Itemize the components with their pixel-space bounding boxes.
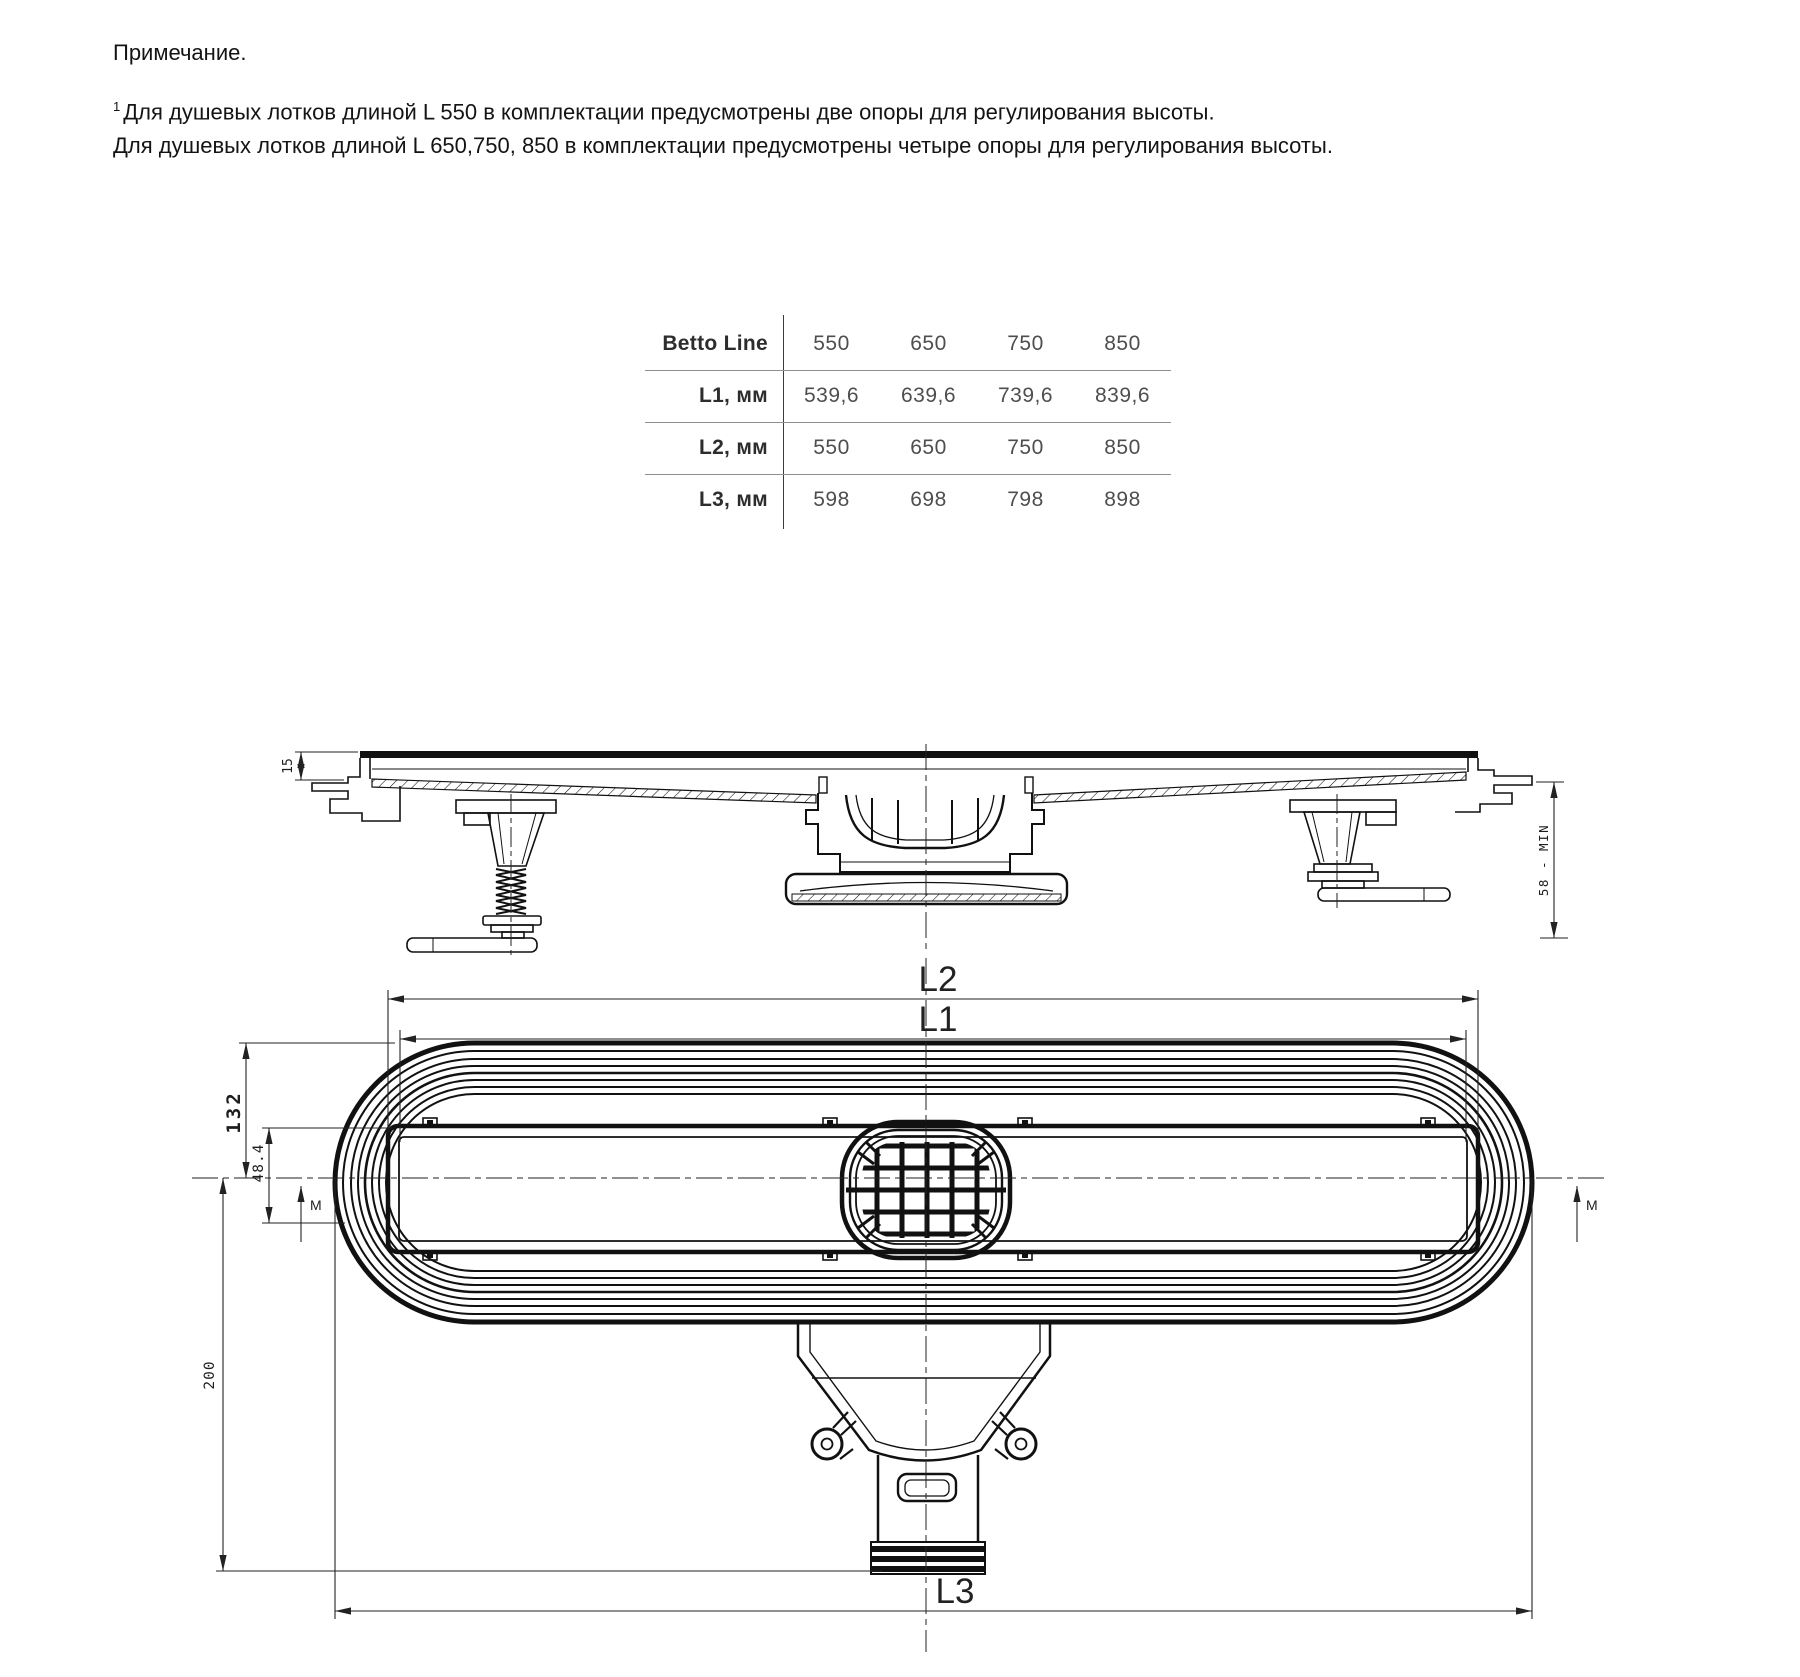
dim-48-label: 48.4 [251, 1143, 267, 1183]
dim-l2-label: L2 [918, 960, 958, 999]
dim-m-left-label: M [310, 1197, 322, 1213]
plan-view [192, 958, 1608, 1652]
left-support-leg [407, 794, 556, 958]
table-cell: 539,6 [803, 384, 860, 407]
siphon-trap-side [786, 744, 1067, 950]
table-cell: 798 [1007, 488, 1044, 511]
pipe-coupling [871, 1542, 985, 1574]
table-row-label: L1, мм [698, 384, 768, 407]
table-row-label: L2, мм [698, 436, 768, 459]
channel-underside-right [1034, 772, 1466, 803]
table-cell: 650 [910, 332, 947, 355]
siphon-trap-plan [798, 1322, 1050, 1574]
dim-l1-label: L1 [918, 1000, 958, 1039]
table-cell: 650 [910, 436, 947, 459]
screw-ear-right [992, 1412, 1036, 1459]
table-cell: 750 [1007, 332, 1044, 355]
table-cell: 850 [1104, 332, 1141, 355]
screw-ear-left [812, 1412, 856, 1459]
note-title: Примечание. [113, 40, 247, 65]
dim-m-left [301, 1186, 322, 1242]
left-foot-plate [407, 938, 537, 952]
dim-200-label: 200 [202, 1360, 218, 1390]
table-cell: 739,6 [997, 384, 1054, 407]
right-foot-plate [1318, 888, 1450, 901]
dim-200 [202, 1178, 882, 1571]
side-view [281, 744, 1568, 958]
dim-15 [281, 752, 358, 780]
table-cell: 850 [1104, 436, 1141, 459]
dim-l3-label: L3 [935, 1572, 975, 1611]
side-cover-bar [360, 751, 1478, 758]
pipe-clamp [898, 1474, 956, 1501]
table-cell: 550 [813, 436, 850, 459]
channel-underside-left [372, 779, 816, 803]
table-cell: 598 [813, 488, 850, 511]
dim-m-right [1577, 1186, 1598, 1242]
table-row-label: L3, мм [698, 488, 768, 511]
note-line-1: $^1$ Для душевых лотков длиной L 550 в комплектации предусмотрены две опоры для регулирования высоты. [113, 99, 1215, 125]
right-support-leg [1290, 794, 1450, 908]
table-header-label: Betto Line [662, 332, 768, 355]
left-end-flange [312, 758, 400, 821]
table-cell: 550 [813, 332, 850, 355]
dim-m-right-label: M [1586, 1197, 1598, 1213]
gasket-rings [335, 1043, 1532, 1322]
table-cell: 839,6 [1094, 384, 1151, 407]
note-line-2: Для душевых лотков длиной L 650,750, 850 в комплектации предусмотрены четыре опоры для регулирования высоты. [113, 133, 1333, 159]
table-cell: 750 [1007, 436, 1044, 459]
dim-132 [223, 1043, 395, 1178]
table-cell: 639,6 [900, 384, 957, 407]
dim-132-label: 132 [223, 1090, 245, 1134]
table-cell: 698 [910, 488, 947, 511]
table-cell: 898 [1104, 488, 1141, 511]
footnote-marker: 1 [113, 99, 121, 114]
dim-58-min [1536, 782, 1568, 938]
right-end-flange [1455, 758, 1532, 812]
dim-15-label: 15 [281, 758, 296, 774]
dim-58-min-label: 58 - MIN [1536, 823, 1551, 897]
dim-l2 [388, 960, 1478, 1132]
